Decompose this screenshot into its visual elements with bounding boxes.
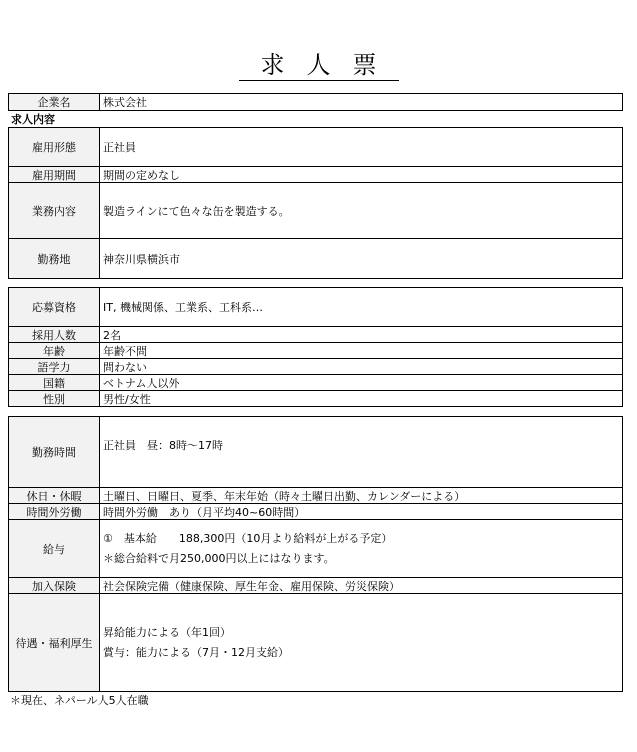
conditions-block bbox=[8, 416, 623, 692]
hiring-count-value: 2名 bbox=[103, 328, 121, 342]
footnote: ＊現在、ネパール人5人在職 bbox=[10, 694, 149, 707]
employment-period-value: 期間の定めなし bbox=[103, 168, 180, 182]
gender-label: 性別 bbox=[9, 391, 100, 406]
work-location-row bbox=[9, 238, 622, 278]
benefits-row bbox=[9, 593, 622, 691]
insurance-row bbox=[9, 577, 622, 593]
work-hours-label: 勤務時間 bbox=[9, 417, 100, 487]
salary-row bbox=[9, 519, 622, 577]
holidays-row bbox=[9, 487, 622, 503]
employment-block bbox=[8, 127, 623, 279]
nationality-label: 国籍 bbox=[9, 375, 100, 390]
nationality-row bbox=[9, 374, 622, 390]
work-location-value: 神奈川県横浜市 bbox=[103, 252, 180, 266]
employment-period-label: 雇用期間 bbox=[9, 167, 100, 182]
age-value: 年齢不問 bbox=[103, 344, 147, 358]
insurance-value: 社会保険完備（健康保険、厚生年金、雇用保険、労災保険） bbox=[103, 579, 400, 593]
salary-value bbox=[100, 520, 622, 577]
benefits-label: 待遇・福利厚生 bbox=[9, 594, 100, 691]
job-description-row bbox=[9, 182, 622, 238]
gender-row bbox=[9, 390, 622, 406]
salary-line-2: ＊総合給料で月250,000円以上にはなります。 bbox=[103, 551, 335, 565]
work-hours-row bbox=[9, 417, 622, 487]
age-row bbox=[9, 342, 622, 358]
section-title: 求人内容 bbox=[11, 113, 55, 126]
job-description-label: 業務内容 bbox=[9, 183, 100, 238]
overtime-label: 時間外労働 bbox=[9, 504, 100, 519]
benefits-value bbox=[100, 594, 622, 691]
age-label: 年齢 bbox=[9, 343, 100, 358]
salary-label: 給与 bbox=[9, 520, 100, 577]
company-block bbox=[8, 93, 623, 111]
nationality-value: ベトナム人以外 bbox=[103, 376, 180, 390]
qualification-block bbox=[8, 287, 623, 407]
overtime-value: 時間外労働 あり（月平均40~60時間） bbox=[103, 505, 306, 519]
company-row bbox=[9, 94, 622, 110]
work-hours-value: 正社員 昼：8時～17時 bbox=[103, 439, 223, 452]
qualification-label: 応募資格 bbox=[9, 288, 100, 326]
employment-type-row bbox=[9, 128, 622, 166]
language-label: 語学力 bbox=[9, 359, 100, 374]
insurance-label: 加入保険 bbox=[9, 578, 100, 593]
qualification-row bbox=[9, 288, 622, 326]
benefits-line-2: 賞与：能力による（7月・12月支給） bbox=[103, 645, 289, 659]
page-title: 求人票 bbox=[0, 50, 637, 80]
language-value: 問わない bbox=[103, 360, 147, 374]
job-description-value: 製造ラインにて色々な缶を製造する。 bbox=[103, 204, 290, 218]
employment-type-label: 雇用形態 bbox=[9, 128, 100, 166]
benefits-line-1: 昇給能力による（年1回） bbox=[103, 625, 231, 639]
language-row bbox=[9, 358, 622, 374]
company-value: 株式会社 bbox=[103, 96, 147, 109]
holidays-value: 土曜日、日曜日、夏季、年末年始（時々土曜日出勤、カレンダーによる） bbox=[103, 489, 466, 503]
employment-period-row bbox=[9, 166, 622, 182]
qualification-value: IT, 機械関係、工業系、工科系… bbox=[103, 301, 263, 314]
company-label: 企業名 bbox=[9, 94, 100, 110]
work-location-label: 勤務地 bbox=[9, 239, 100, 278]
hiring-count-label: 採用人数 bbox=[9, 327, 100, 342]
gender-value: 男性/女性 bbox=[103, 392, 151, 406]
overtime-row bbox=[9, 503, 622, 519]
hiring-count-row bbox=[9, 326, 622, 342]
employment-type-value: 正社員 bbox=[103, 141, 136, 154]
holidays-label: 休日・休暇 bbox=[9, 488, 100, 503]
salary-line-1: ① 基本給 188,300円（10月より給料が上がる予定） bbox=[103, 531, 393, 545]
